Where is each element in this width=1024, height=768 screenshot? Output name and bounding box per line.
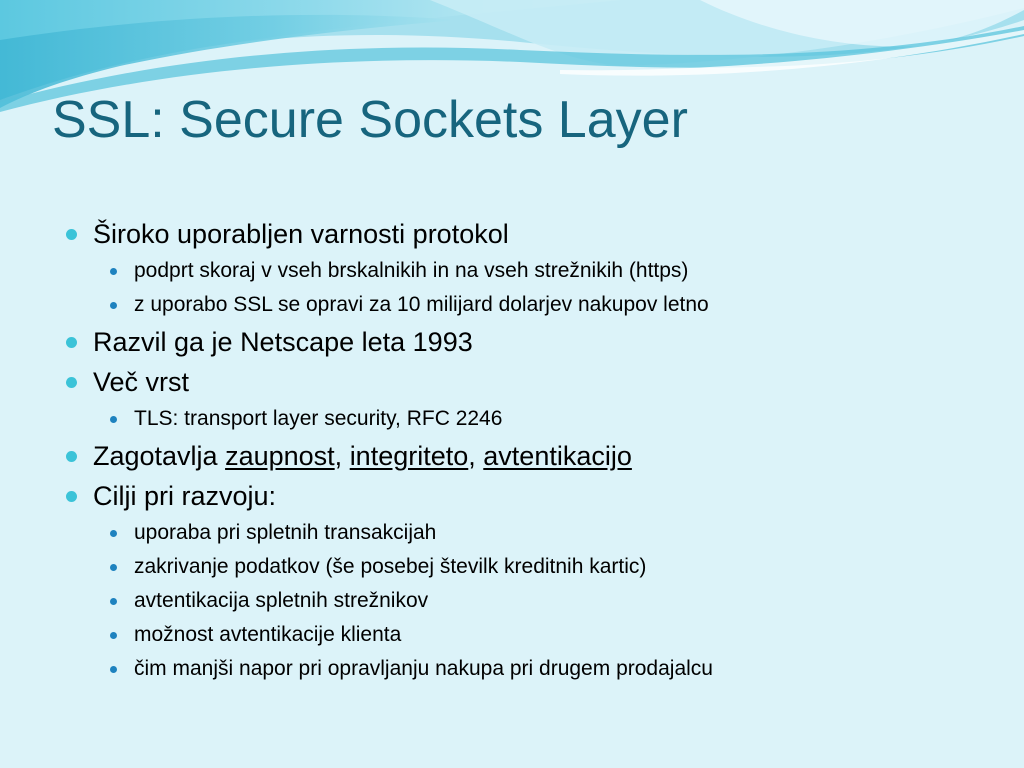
sub-list-item-text: podprt skoraj v vseh brskalnikih in na vseh strežnikih (https): [134, 259, 689, 282]
list-item: [58, 362, 978, 402]
bullet-list: [58, 214, 978, 686]
sub-list-item: [58, 618, 978, 652]
bullet-icon: [110, 416, 117, 423]
list-item-text: Cilji pri razvoju:: [93, 481, 277, 511]
list-item: [58, 214, 978, 254]
list-item-text: Razvil ga je Netscape leta 1993: [93, 327, 473, 357]
bullet-icon: [66, 491, 77, 502]
sub-list-item: [58, 516, 978, 550]
list-item: [58, 436, 978, 476]
list-item: [58, 322, 978, 362]
bullet-icon: [110, 530, 117, 537]
sub-list-item-text: z uporabo SSL se opravi za 10 milijard dolarjev nakupov letno: [134, 293, 709, 316]
sub-list-item: [58, 254, 978, 288]
bullet-icon: [110, 598, 117, 605]
bullet-icon: [66, 377, 77, 388]
sub-list-item: [58, 652, 978, 686]
list-item-text: Široko uporabljen varnosti protokol: [93, 219, 509, 249]
separator: ,: [468, 441, 484, 471]
bullet-icon: [110, 666, 117, 673]
bullet-icon: [110, 564, 117, 571]
sub-list-item-text: zakrivanje podatkov (še posebej številk kreditnih kartic): [134, 555, 647, 578]
sub-list-item: [58, 288, 978, 322]
sub-list-item: [58, 402, 978, 436]
list-item: [58, 476, 978, 516]
sub-list-item-text: čim manjši napor pri opravljanju nakupa pri drugem prodajalcu: [134, 657, 713, 680]
bullet-icon: [110, 302, 117, 309]
link-integriteto[interactable]: integriteto: [349, 441, 469, 471]
separator: ,: [334, 441, 350, 471]
bullet-icon: [66, 337, 77, 348]
sub-list-item-text: uporaba pri spletnih transakcijah: [134, 521, 437, 544]
link-zaupnost[interactable]: zaupnost: [225, 441, 335, 471]
list-item-prefix: Zagotavlja: [93, 441, 226, 471]
bullet-icon: [110, 632, 117, 639]
bullet-icon: [66, 451, 77, 462]
sub-list-item: [58, 550, 978, 584]
sub-list-item: [58, 584, 978, 618]
list-item-text: Več vrst: [93, 367, 190, 397]
sub-list-item-text: možnost avtentikacije klienta: [134, 623, 402, 646]
page-title: SSL: Secure Sockets Layer: [52, 91, 688, 149]
sub-list-item-text: avtentikacija spletnih strežnikov: [134, 589, 429, 612]
bullet-icon: [66, 229, 77, 240]
sub-list-item-text: TLS: transport layer security, RFC 2246: [134, 407, 503, 430]
link-avtentikacijo[interactable]: avtentikacijo: [483, 441, 632, 471]
bullet-icon: [110, 268, 117, 275]
